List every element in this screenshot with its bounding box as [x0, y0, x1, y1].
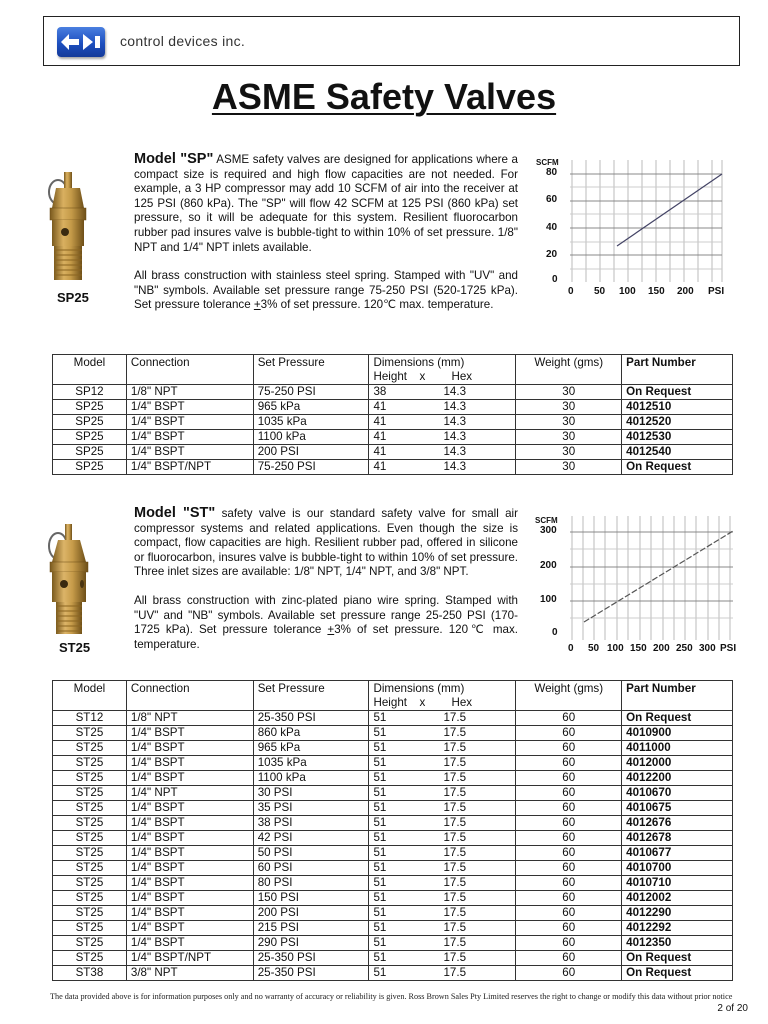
sp-spec-table — [52, 354, 733, 475]
col-dimensions — [369, 355, 516, 385]
cell-part-number: 4012676 — [622, 816, 733, 831]
dim-height: 51 — [373, 906, 387, 919]
cell-part-number: 4012540 — [622, 445, 733, 460]
cell-weight: 60 — [516, 906, 622, 921]
st25-valve-image — [38, 520, 100, 638]
x-tick-100: 100 — [619, 286, 636, 297]
x-tick-0: 0 — [568, 286, 574, 297]
col-weight: Weight (gms) — [516, 355, 622, 385]
plus-minus-sign: + — [327, 623, 335, 637]
cell-weight: 60 — [516, 741, 622, 756]
cell-set-pressure: 80 PSI — [253, 876, 369, 891]
dim-height: 51 — [373, 771, 387, 784]
col-part-number: Part Number — [622, 681, 733, 711]
cell-connection: 1/4" BSPT — [126, 906, 253, 921]
page-title: ASME Safety Valves — [211, 76, 557, 117]
dim-height: 51 — [373, 846, 387, 859]
y-tick-40: 40 — [546, 222, 558, 233]
cell-model: ST25 — [53, 756, 127, 771]
cell-dimensions — [369, 771, 516, 786]
cell-part-number: 4010710 — [622, 876, 733, 891]
dim-height: 51 — [373, 936, 387, 949]
cell-connection: 1/8" NPT — [126, 385, 253, 400]
cell-dimensions — [369, 936, 516, 951]
cell-weight: 60 — [516, 861, 622, 876]
cell-weight: 60 — [516, 756, 622, 771]
cell-part-number: 4010670 — [622, 786, 733, 801]
sp-paragraph-2b: 3% of set pressure. 120℃ max. temperature. — [260, 298, 494, 312]
cell-model: SP25 — [53, 460, 127, 475]
st-paragraph-2b: 3% of set pressure. 120℃ max. temperature. — [134, 623, 518, 651]
cell-set-pressure: 38 PSI — [253, 816, 369, 831]
dim-hex: 17.5 — [443, 756, 467, 769]
table-row — [53, 861, 733, 876]
cell-set-pressure: 75-250 PSI — [253, 460, 369, 475]
cell-dimensions — [369, 966, 516, 981]
cell-part-number: 4010677 — [622, 846, 733, 861]
col-weight: Weight (gms) — [516, 681, 622, 711]
cell-dimensions — [369, 816, 516, 831]
sp-description — [134, 152, 518, 313]
dim-hex: 17.5 — [443, 771, 467, 784]
dim-hex: 17.5 — [443, 861, 467, 874]
cell-model: ST25 — [53, 876, 127, 891]
cell-connection: 1/4" BSPT — [126, 400, 253, 415]
cell-connection: 1/4" BSPT — [126, 891, 253, 906]
cell-dimensions — [369, 861, 516, 876]
cell-part-number: 4012520 — [622, 415, 733, 430]
dim-hex: 14.3 — [443, 460, 467, 473]
dim-height: 51 — [373, 966, 387, 979]
cell-weight: 60 — [516, 951, 622, 966]
cell-model: ST25 — [53, 816, 127, 831]
cell-connection: 1/4" BSPT — [126, 430, 253, 445]
cell-weight: 60 — [516, 891, 622, 906]
cell-connection: 1/4" BSPT — [126, 741, 253, 756]
cell-dimensions — [369, 906, 516, 921]
table-row — [53, 966, 733, 981]
col-model: Model — [53, 681, 127, 711]
table-row — [53, 816, 733, 831]
x-tick-200: 200 — [653, 643, 670, 654]
table-row — [53, 415, 733, 430]
cell-model: ST25 — [53, 741, 127, 756]
cell-connection: 1/4" BSPT — [126, 771, 253, 786]
col-model: Model — [53, 355, 127, 385]
dim-hex: 17.5 — [443, 846, 467, 859]
dimensions-label: Dimensions (mm) — [373, 356, 465, 369]
y-axis-label: SCFM — [535, 516, 558, 525]
dim-height: 51 — [373, 726, 387, 739]
cell-weight: 60 — [516, 831, 622, 846]
cell-set-pressure: 50 PSI — [253, 846, 369, 861]
cell-model: ST25 — [53, 831, 127, 846]
y-tick-300: 300 — [540, 525, 557, 536]
dim-height: 51 — [373, 801, 387, 814]
cell-model: ST25 — [53, 906, 127, 921]
st-model-label: Model "ST" — [134, 505, 216, 521]
x-tick-100: 100 — [607, 643, 624, 654]
cell-part-number: On Request — [622, 385, 733, 400]
x-tick-50: 50 — [588, 643, 600, 654]
height-label: Height — [373, 696, 407, 709]
dim-height: 51 — [373, 711, 387, 724]
dim-height: 41 — [373, 460, 387, 473]
dim-height: 51 — [373, 951, 387, 964]
cell-set-pressure: 25-350 PSI — [253, 966, 369, 981]
cdi-logo-icon — [57, 27, 105, 57]
col-dimensions — [369, 681, 516, 711]
table-row — [53, 741, 733, 756]
cell-weight: 60 — [516, 771, 622, 786]
x-tick-150: 150 — [630, 643, 647, 654]
cell-dimensions — [369, 460, 516, 475]
dim-hex: 17.5 — [443, 831, 467, 844]
cell-dimensions — [369, 385, 516, 400]
company-header — [43, 16, 740, 66]
sp25-caption: SP25 — [57, 290, 89, 305]
cell-set-pressure: 965 kPa — [253, 741, 369, 756]
cell-set-pressure: 200 PSI — [253, 445, 369, 460]
sp-paragraph-1: ASME safety valves are designed for applications where a compact size is required and high flow capacities are not needed. For example, a 3 HP compressor may add 10 SCFM of air into the receiver at 125 PSI (860 kPa). The "SP" will flow 42 SCFM at 125 PSI (860 kPa) set pressure, so it will be adequate for this system. Resilient fluorocarbon rubber pad insures valve is bubble-tight to within 10% of set pressure. 1/8" NPT and 1/4" NPT inlets available. — [134, 153, 518, 254]
dim-height: 41 — [373, 400, 387, 413]
dim-height: 51 — [373, 756, 387, 769]
dim-height: 38 — [373, 385, 387, 398]
y-tick-0: 0 — [552, 274, 558, 285]
cell-connection: 1/4" BSPT — [126, 726, 253, 741]
cell-part-number: On Request — [622, 711, 733, 726]
cell-connection: 1/4" BSPT — [126, 756, 253, 771]
cell-dimensions — [369, 831, 516, 846]
cell-weight: 60 — [516, 846, 622, 861]
table-row — [53, 801, 733, 816]
dim-hex: 14.3 — [443, 385, 467, 398]
company-name: control devices inc. — [120, 33, 246, 49]
x-tick-50: 50 — [594, 286, 606, 297]
x-tick-150: 150 — [648, 286, 665, 297]
cell-weight: 60 — [516, 936, 622, 951]
cell-model: ST25 — [53, 846, 127, 861]
table-header-row — [53, 355, 733, 385]
y-axis-label: SCFM — [536, 158, 559, 167]
cell-connection: 1/4" BSPT — [126, 861, 253, 876]
cell-part-number: 4012292 — [622, 921, 733, 936]
cell-part-number: 4010700 — [622, 861, 733, 876]
cell-set-pressure: 215 PSI — [253, 921, 369, 936]
st25-caption: ST25 — [59, 640, 91, 655]
table-row — [53, 460, 733, 475]
cell-connection: 1/4" BSPT — [126, 846, 253, 861]
st-paragraph-1: safety valve is our standard safety valve for small air compressor systems and related applications. Even though the size is compact, flow capacities are high. Resilient rubber pad, offered in silicone or fluorocarbon, insures valve is bubble-tight to within 10% of set pressure. Three inlet sizes are available: 1/8" NPT, 1/4" NPT, and 3/8" NPT. — [134, 507, 518, 579]
dimensions-label: Dimensions (mm) — [373, 682, 465, 695]
cell-dimensions — [369, 741, 516, 756]
dim-height: 51 — [373, 876, 387, 889]
dim-height: 51 — [373, 831, 387, 844]
table-row — [53, 771, 733, 786]
cell-set-pressure: 860 kPa — [253, 726, 369, 741]
cell-connection: 1/4" NPT — [126, 786, 253, 801]
cell-set-pressure: 42 PSI — [253, 831, 369, 846]
table-row — [53, 400, 733, 415]
table-row — [53, 921, 733, 936]
cell-model: ST25 — [53, 951, 127, 966]
dim-height: 51 — [373, 816, 387, 829]
cell-connection: 1/4" BSPT — [126, 445, 253, 460]
cell-dimensions — [369, 801, 516, 816]
col-part-number: Part Number — [622, 355, 733, 385]
sp25-valve-image — [38, 170, 100, 285]
dim-height: 41 — [373, 445, 387, 458]
cell-weight: 60 — [516, 786, 622, 801]
cell-dimensions — [369, 951, 516, 966]
st-spec-table — [52, 680, 733, 981]
table-row — [53, 906, 733, 921]
cell-model: ST25 — [53, 921, 127, 936]
table-header-row — [53, 681, 733, 711]
st-paragraph-2a: All brass construction with zinc-plated piano wire spring. Stamped with "UV" and "NB" symbols. Available set pressure range 25-250 PSI (170-1725 kPa). Set pressure tolerance — [134, 593, 518, 637]
table-row — [53, 445, 733, 460]
height-label: Height — [373, 370, 407, 383]
cell-set-pressure: 30 PSI — [253, 786, 369, 801]
cell-set-pressure: 200 PSI — [253, 906, 369, 921]
dim-height: 51 — [373, 921, 387, 934]
cell-part-number: 4012290 — [622, 906, 733, 921]
cell-dimensions — [369, 786, 516, 801]
x-axis-label: PSI — [720, 643, 737, 654]
st-chart-plot — [530, 508, 745, 643]
table-row — [53, 786, 733, 801]
x-tick-200: 200 — [677, 286, 694, 297]
cell-model: ST25 — [53, 771, 127, 786]
cell-model: SP25 — [53, 430, 127, 445]
y-tick-20: 20 — [546, 249, 558, 260]
dim-hex: 14.3 — [443, 415, 467, 428]
cell-weight: 60 — [516, 711, 622, 726]
table-row — [53, 876, 733, 891]
cell-part-number: 4012678 — [622, 831, 733, 846]
table-row — [53, 430, 733, 445]
y-tick-60: 60 — [546, 194, 558, 205]
cell-part-number: 4011000 — [622, 741, 733, 756]
cell-weight: 30 — [516, 430, 622, 445]
dim-hex: 14.3 — [443, 430, 467, 443]
cell-connection: 1/4" BSPT — [126, 831, 253, 846]
cell-set-pressure: 1035 kPa — [253, 415, 369, 430]
plus-minus-sign: + — [253, 298, 261, 312]
col-connection: Connection — [126, 681, 253, 711]
cell-part-number: 4010900 — [622, 726, 733, 741]
cell-model: SP25 — [53, 415, 127, 430]
dim-hex: 17.5 — [443, 876, 467, 889]
cell-model: ST25 — [53, 936, 127, 951]
dim-hex: 17.5 — [443, 936, 467, 949]
y-tick-80: 80 — [546, 167, 558, 178]
cell-model: ST38 — [53, 966, 127, 981]
cell-weight: 60 — [516, 801, 622, 816]
cell-weight: 30 — [516, 445, 622, 460]
cell-weight: 30 — [516, 460, 622, 475]
cell-connection: 1/4" BSPT — [126, 801, 253, 816]
cell-dimensions — [369, 756, 516, 771]
cell-model: ST25 — [53, 801, 127, 816]
table-row — [53, 936, 733, 951]
dim-hex: 17.5 — [443, 816, 467, 829]
st-flow-chart — [530, 508, 745, 658]
dim-hex: 17.5 — [443, 726, 467, 739]
cell-dimensions — [369, 430, 516, 445]
sp-model-label: Model "SP" — [134, 151, 214, 167]
cell-dimensions — [369, 876, 516, 891]
sp-flow-chart — [530, 152, 740, 302]
cell-dimensions — [369, 711, 516, 726]
dim-hex: 17.5 — [443, 891, 467, 904]
hex-label: Hex — [451, 696, 473, 709]
cell-weight: 60 — [516, 966, 622, 981]
dim-hex: 17.5 — [443, 711, 467, 724]
dim-hex: 17.5 — [443, 921, 467, 934]
cell-part-number: On Request — [622, 966, 733, 981]
hex-label: Hex — [451, 370, 473, 383]
cell-model: ST12 — [53, 711, 127, 726]
table-row — [53, 891, 733, 906]
dim-height: 51 — [373, 861, 387, 874]
cell-weight: 60 — [516, 816, 622, 831]
cell-model: SP25 — [53, 400, 127, 415]
disclaimer: The data provided above is for information purposes only and no warranty of accuracy or reliability is given. Ross Brown Sales Pty Limited reserves the right to change or modify this data without prior notice — [50, 992, 733, 1001]
cell-set-pressure: 965 kPa — [253, 400, 369, 415]
cell-dimensions — [369, 921, 516, 936]
cell-dimensions — [369, 726, 516, 741]
cell-model: SP25 — [53, 445, 127, 460]
dim-hex: 14.3 — [443, 445, 467, 458]
cell-model: ST25 — [53, 861, 127, 876]
x-tick-0: 0 — [568, 643, 574, 654]
dim-height: 41 — [373, 430, 387, 443]
cell-part-number: 4012350 — [622, 936, 733, 951]
x-tick-300: 300 — [699, 643, 716, 654]
sp-chart-plot — [530, 152, 740, 287]
cell-dimensions — [369, 891, 516, 906]
x-axis-label: PSI — [708, 286, 725, 297]
sp-paragraph-2a: All brass construction with stainless steel spring. Stamped with "UV" and "NB" symbols. Available set pressure range 75-250 PSI (520-1725 kPa). Set pressure tolerance — [134, 269, 518, 312]
page-number: 2 of 20 — [717, 1003, 748, 1014]
cell-set-pressure: 35 PSI — [253, 801, 369, 816]
cell-dimensions — [369, 846, 516, 861]
dim-hex: 17.5 — [443, 801, 467, 814]
cell-set-pressure: 1035 kPa — [253, 756, 369, 771]
cell-weight: 30 — [516, 415, 622, 430]
y-tick-100: 100 — [540, 594, 557, 605]
cell-dimensions — [369, 400, 516, 415]
dim-hex: 17.5 — [443, 906, 467, 919]
cell-set-pressure: 25-350 PSI — [253, 711, 369, 726]
table-row — [53, 711, 733, 726]
table-row — [53, 385, 733, 400]
cell-connection: 1/4" BSPT/NPT — [126, 951, 253, 966]
dim-hex: 17.5 — [443, 951, 467, 964]
dim-hex: 17.5 — [443, 786, 467, 799]
cell-weight: 60 — [516, 876, 622, 891]
cell-model: ST25 — [53, 891, 127, 906]
cell-part-number: On Request — [622, 951, 733, 966]
cell-set-pressure: 1100 kPa — [253, 430, 369, 445]
cell-model: ST25 — [53, 786, 127, 801]
cell-connection: 1/8" NPT — [126, 711, 253, 726]
cell-part-number: 4012200 — [622, 771, 733, 786]
cell-part-number: On Request — [622, 460, 733, 475]
col-set-pressure: Set Pressure — [253, 681, 369, 711]
table-row — [53, 846, 733, 861]
cell-part-number: 4012000 — [622, 756, 733, 771]
col-set-pressure: Set Pressure — [253, 355, 369, 385]
table-row — [53, 726, 733, 741]
x-label: x — [419, 370, 426, 383]
dim-hex: 17.5 — [443, 966, 467, 979]
cell-connection: 1/4" BSPT — [126, 816, 253, 831]
cell-dimensions — [369, 445, 516, 460]
table-row — [53, 831, 733, 846]
cell-set-pressure: 150 PSI — [253, 891, 369, 906]
col-connection: Connection — [126, 355, 253, 385]
dim-height: 51 — [373, 741, 387, 754]
cell-model: SP12 — [53, 385, 127, 400]
x-tick-250: 250 — [676, 643, 693, 654]
cell-connection: 1/4" BSPT/NPT — [126, 460, 253, 475]
cell-connection: 1/4" BSPT — [126, 876, 253, 891]
cell-set-pressure: 60 PSI — [253, 861, 369, 876]
cell-weight: 60 — [516, 726, 622, 741]
cell-connection: 1/4" BSPT — [126, 936, 253, 951]
dim-hex: 14.3 — [443, 400, 467, 413]
cell-weight: 60 — [516, 921, 622, 936]
st-description — [134, 506, 518, 652]
cell-set-pressure: 1100 kPa — [253, 771, 369, 786]
cell-model: ST25 — [53, 726, 127, 741]
cell-dimensions — [369, 415, 516, 430]
y-tick-0: 0 — [552, 627, 558, 638]
dim-height: 51 — [373, 891, 387, 904]
cell-set-pressure: 75-250 PSI — [253, 385, 369, 400]
cell-connection: 1/4" BSPT — [126, 415, 253, 430]
cell-part-number: 4012002 — [622, 891, 733, 906]
table-row — [53, 756, 733, 771]
dim-hex: 17.5 — [443, 741, 467, 754]
cell-part-number: 4012510 — [622, 400, 733, 415]
cell-set-pressure: 25-350 PSI — [253, 951, 369, 966]
cell-connection: 1/4" BSPT — [126, 921, 253, 936]
cell-weight: 30 — [516, 385, 622, 400]
table-row — [53, 951, 733, 966]
cell-part-number: 4012530 — [622, 430, 733, 445]
dim-height: 41 — [373, 415, 387, 428]
y-tick-200: 200 — [540, 560, 557, 571]
cell-weight: 30 — [516, 400, 622, 415]
cell-connection: 3/8" NPT — [126, 966, 253, 981]
dim-height: 51 — [373, 786, 387, 799]
cell-set-pressure: 290 PSI — [253, 936, 369, 951]
x-label: x — [419, 696, 426, 709]
cell-part-number: 4010675 — [622, 801, 733, 816]
